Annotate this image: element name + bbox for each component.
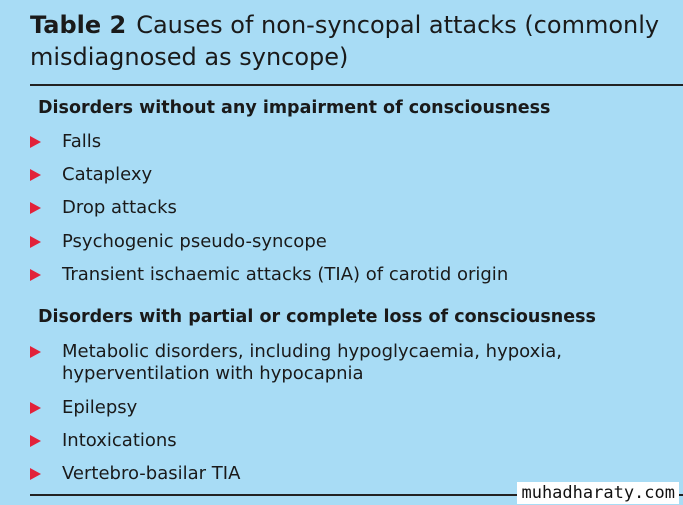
table-caption: Causes of non-syncopal attacks (commonly misdiagnosed as syncope) <box>30 11 660 71</box>
list-item <box>30 397 683 419</box>
triangle-bullet-icon <box>30 435 41 447</box>
list-item <box>30 131 683 153</box>
list-item <box>30 231 683 253</box>
triangle-bullet-icon <box>30 202 41 214</box>
top-rule <box>30 84 683 86</box>
list-item-text: Metabolic disorders, including hypoglycaemia, hypoxia, hyperventilation with hypocapnia <box>62 341 563 384</box>
triangle-bullet-icon <box>30 468 41 480</box>
triangle-bullet-icon <box>30 402 41 414</box>
list-item-text: Epilepsy <box>62 397 138 418</box>
list-item <box>30 264 683 286</box>
triangle-bullet-icon <box>30 346 41 358</box>
list-item <box>30 164 683 186</box>
section-heading-loss-of-consciousness: Disorders with partial or complete loss of consciousness <box>38 307 596 327</box>
triangle-bullet-icon <box>30 236 41 248</box>
list-item-text: Transient ischaemic attacks (TIA) of carotid origin <box>62 264 509 285</box>
table-label: Table 2 <box>30 11 127 39</box>
triangle-bullet-icon <box>30 169 41 181</box>
table-title <box>30 9 670 73</box>
list-item-text: Vertebro-basilar TIA <box>62 463 241 484</box>
watermark: muhadharaty.com <box>517 482 679 504</box>
list-item <box>30 197 683 219</box>
triangle-bullet-icon <box>30 269 41 281</box>
list-item-text: Psychogenic pseudo-syncope <box>62 231 327 252</box>
list-item-text: Drop attacks <box>62 197 177 218</box>
section-heading-no-impairment: Disorders without any impairment of consciousness <box>38 98 551 118</box>
list-item <box>30 341 683 385</box>
triangle-bullet-icon <box>30 136 41 148</box>
list-item <box>30 430 683 452</box>
list-item-text: Cataplexy <box>62 164 153 185</box>
list-item-text: Intoxications <box>62 430 177 451</box>
list-item-text: Falls <box>62 131 102 152</box>
